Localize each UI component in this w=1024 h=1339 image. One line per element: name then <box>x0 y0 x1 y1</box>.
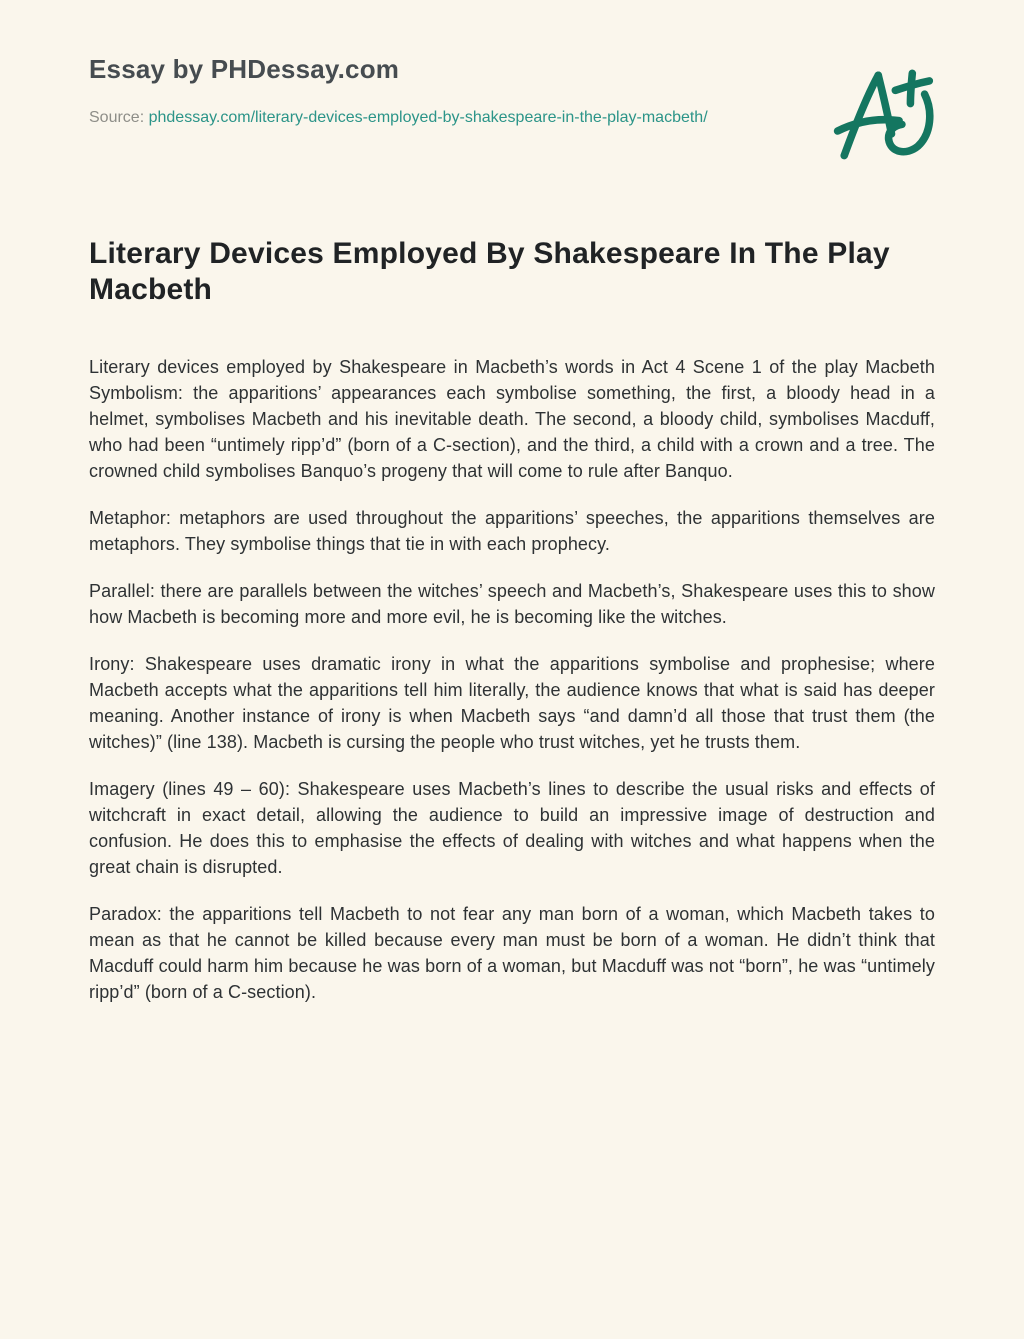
essay-paragraph: Literary devices employed by Shakespeare in Macbeth’s words in Act 4 Scene 1 of the play Macbeth Symbolism: the apparitions’ appearances each symbolise something, the first, a bloody head in a helmet, symbolises Macbeth and his inevitable death. The second, a bloody child, symbolises Macduff, who had been “untimely ripp’d” (born of a C-section), and the third, a child with a crown and a tree. The crowned child symbolises Banquo’s progeny that will come to rule after Banquo. <box>89 357 935 481</box>
essay-paragraph: Parallel: there are parallels between the witches’ speech and Macbeth’s, Shakespeare uses this to show how Macbeth is becoming more and more evil, he is becoming like the witches. <box>89 581 935 627</box>
site-title: Essay by PHDessay.com <box>89 54 400 84</box>
essay-paragraph: Irony: Shakespeare uses dramatic irony in what the apparitions symbolise and prophesise; where Macbeth accepts what the apparitions tell him literally, the audience knows that what is said has deeper meaning. Another instance of irony is when Macbeth says “and damn’d all those that trust them (the witches)” (line 138). Macbeth is cursing the people who trust witches, yet he trusts them. <box>89 654 935 752</box>
page-title: Literary Devices Employed By Shakespeare In The Play Macbeth <box>89 237 890 306</box>
source-line <box>89 109 708 127</box>
source-url-link[interactable]: phdessay.com/literary-devices-employed-by-shakespeare-in-the-play-macbeth/ <box>148 109 708 126</box>
source-label: Source: <box>89 109 145 126</box>
page-header <box>89 52 935 166</box>
a-plus-logo-icon <box>831 62 935 166</box>
essay-paragraph: Metaphor: metaphors are used throughout the apparitions’ speeches, the apparitions themselves are metaphors. They symbolise things that tie in with each prophecy. <box>89 508 935 554</box>
essay-paragraph: Paradox: the apparitions tell Macbeth to not fear any man born of a woman, which Macbeth takes to mean as that he cannot be killed because every man must be born of a woman. He didn’t think that Macduff could harm him because he was born of a woman, but Macduff was not “born”, he was “untimely ripp’d” (born of a C-section). <box>89 904 935 1002</box>
essay-paragraph: Imagery (lines 49 – 60): Shakespeare uses Macbeth’s lines to describe the usual risks and effects of witchcraft in exact detail, allowing the audience to build an impressive image of destruction and confusion. He does this to emphasise the effects of dealing with witches and what happens when the great chain is disrupted. <box>89 779 935 877</box>
essay-body <box>89 354 935 1005</box>
header-text-block <box>89 52 708 127</box>
